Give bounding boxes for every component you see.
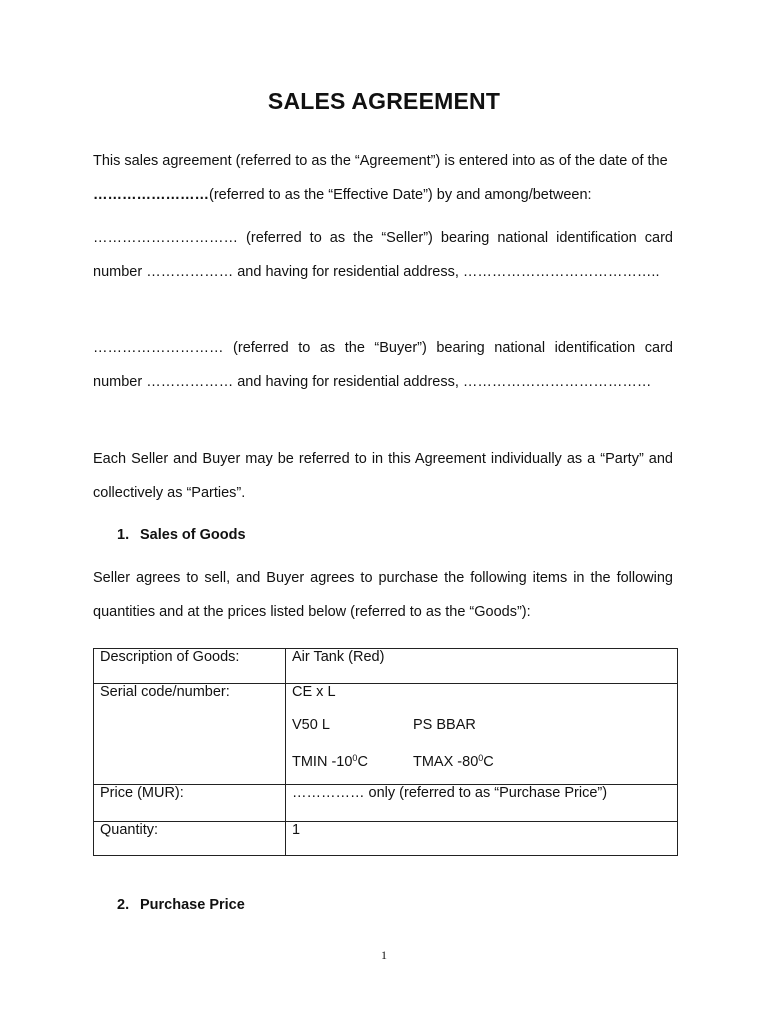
- goods-table: [93, 648, 678, 856]
- tmin-unit: C: [357, 754, 368, 770]
- parties-paragraph: Each Seller and Buyer may be referred to in this Agreement individually as a “Party” and collectively as “Parties”.: [93, 451, 673, 501]
- quantity-label: Quantity:: [94, 822, 286, 856]
- tmax-unit: C: [483, 754, 494, 770]
- serial-label: Serial code/number:: [94, 684, 286, 785]
- document-title: SALES AGREEMENT: [267, 88, 501, 114]
- quantity-value: 1: [286, 822, 678, 856]
- price-value: …………… only (referred to as “Purchase Price”): [286, 785, 678, 822]
- intro-paragraph: [93, 145, 673, 212]
- serial-line-3: [292, 750, 671, 783]
- serial-value: [286, 684, 678, 785]
- serial-volume: V50 L: [292, 717, 330, 733]
- tmin-value: TMIN -10: [292, 754, 353, 770]
- serial-line-2: [292, 717, 671, 750]
- intro-text-start: This sales agreement (referred to as the “Agreement”) is entered into as of the date of the: [93, 153, 668, 169]
- section-2-heading: [117, 897, 245, 913]
- table-row: [94, 684, 678, 785]
- table-row: [94, 822, 678, 856]
- section-1-number: 1.: [117, 527, 130, 543]
- table-row: [94, 649, 678, 684]
- serial-pressure: PS BBAR: [413, 717, 476, 733]
- goods-paragraph: Seller agrees to sell, and Buyer agrees to purchase the following items in the following quantities and at the prices listed below (referred to as the “Goods”):: [93, 570, 673, 620]
- description-label: Description of Goods:: [94, 649, 286, 684]
- page-number: 1: [381, 948, 387, 962]
- section-1-heading: [117, 527, 246, 543]
- price-label: Price (MUR):: [94, 785, 286, 822]
- seller-paragraph: ………………………… (referred to as the “Seller”) bearing national identification card number ……………… and having for residential address, …………………………………..: [93, 230, 673, 280]
- tmax-degree: 0: [478, 753, 484, 763]
- tmax-value: TMAX -80: [413, 754, 479, 770]
- serial-line-1: CE x L: [292, 684, 336, 700]
- section-2-title: Purchase Price: [140, 897, 245, 913]
- tmin-degree: 0: [352, 753, 358, 763]
- section-2-number: 2.: [117, 897, 130, 913]
- buyer-paragraph: ……………………… (referred to as the “Buyer”) bearing national identification card number ……………… and having for residential address, …………………………………: [93, 340, 673, 390]
- description-value: Air Tank (Red): [286, 649, 678, 684]
- intro-text-end: (referred to as the “Effective Date”) by and among/between:: [209, 186, 592, 203]
- serial-tmax: [413, 754, 494, 770]
- table-row: [94, 785, 678, 822]
- serial-tmin: [292, 750, 413, 771]
- effective-date-blank: ……………………: [93, 186, 209, 203]
- section-1-title: Sales of Goods: [140, 527, 246, 543]
